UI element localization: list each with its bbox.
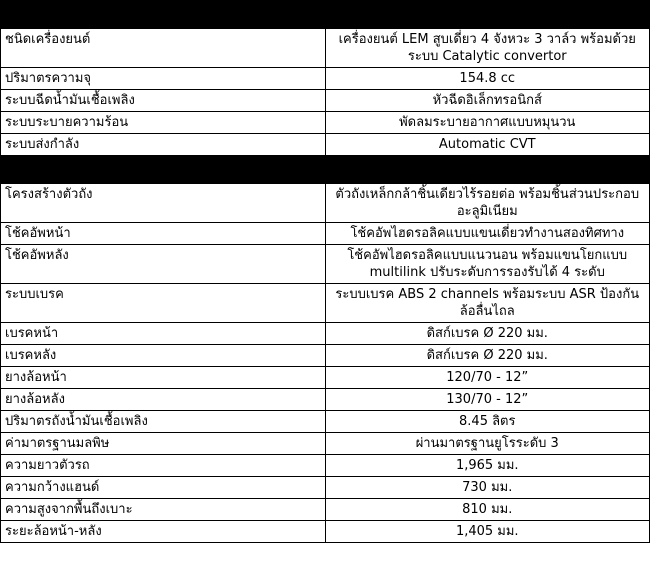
spec-row-seat-height xyxy=(1,499,650,521)
spec-label: ปริมาตรถังน้ำมันเชื้อเพลิง xyxy=(1,411,326,433)
spec-row-fuel-injection xyxy=(1,90,650,112)
spec-value: 730 มม. xyxy=(325,477,650,499)
spec-label: โช้คอัพหน้า xyxy=(1,223,326,245)
spec-value: 8.45 ลิตร xyxy=(325,411,650,433)
spec-value: 120/70 - 12” xyxy=(325,367,650,389)
spec-row-brake-system xyxy=(1,284,650,323)
spec-label: เบรคหลัง xyxy=(1,345,326,367)
spec-value: Automatic CVT xyxy=(325,134,650,156)
spec-value: ดิสก์เบรค Ø 220 มม. xyxy=(325,345,650,367)
spec-value: ตัวถังเหล็กกล้าชิ้นเดียวไร้รอยต่อ พร้อมชิ้นส่วนประกอบอะลูมิเนียม xyxy=(325,184,650,223)
spec-row-frame xyxy=(1,184,650,223)
spec-label: ยางล้อหลัง xyxy=(1,389,326,411)
spec-value: 810 มม. xyxy=(325,499,650,521)
spec-row-engine-type xyxy=(1,29,650,68)
spec-label: ชนิดเครื่องยนต์ xyxy=(1,29,326,68)
spec-value: 154.8 cc xyxy=(325,68,650,90)
spec-label: ความกว้างแฮนด์ xyxy=(1,477,326,499)
section-header-band-chassis xyxy=(1,156,650,184)
spec-row-front-suspension xyxy=(1,223,650,245)
spec-value: ดิสก์เบรค Ø 220 มม. xyxy=(325,323,650,345)
spec-value: ระบบเบรค ABS 2 channels พร้อมระบบ ASR ป้องกันล้อลื่นไถล xyxy=(325,284,650,323)
spec-row-handlebar-width xyxy=(1,477,650,499)
spec-label: ความยาวตัวรถ xyxy=(1,455,326,477)
section-header-band-engine xyxy=(1,1,650,29)
spec-label: โครงสร้างตัวถัง xyxy=(1,184,326,223)
spec-label: ระบบฉีดน้ำมันเชื้อเพลิง xyxy=(1,90,326,112)
spec-row-length xyxy=(1,455,650,477)
spec-value: พัดลมระบายอากาศแบบหมุนวน xyxy=(325,112,650,134)
spec-row-fuel-tank xyxy=(1,411,650,433)
spec-value: โช้คอัพไฮดรอลิคแบบแขนเดี่ยวทำงานสองทิศทาง xyxy=(325,223,650,245)
spec-row-front-brake xyxy=(1,323,650,345)
spec-label: ปริมาตรความจุ xyxy=(1,68,326,90)
spec-value: 130/70 - 12” xyxy=(325,389,650,411)
spec-value: 1,965 มม. xyxy=(325,455,650,477)
spec-value: โช้คอัพไฮดรอลิคแบบแนวนอน พร้อมแขนโยกแบบ multilink ปรับระดับการรองรับได้ 4 ระดับ xyxy=(325,245,650,284)
spec-row-displacement xyxy=(1,68,650,90)
spec-row-transmission xyxy=(1,134,650,156)
spec-label: ระบบส่งกำลัง xyxy=(1,134,326,156)
spec-row-emission xyxy=(1,433,650,455)
spec-row-cooling xyxy=(1,112,650,134)
spec-label: ระบบเบรค xyxy=(1,284,326,323)
spec-row-rear-brake xyxy=(1,345,650,367)
spec-label: เบรคหน้า xyxy=(1,323,326,345)
spec-value: 1,405 มม. xyxy=(325,521,650,543)
spec-value: เครื่องยนต์ LEM สูบเดี่ยว 4 จังหวะ 3 วาล์ว พร้อมด้วยระบบ Catalytic convertor xyxy=(325,29,650,68)
spec-value: หัวฉีดอิเล็กทรอนิกส์ xyxy=(325,90,650,112)
spec-row-front-tire xyxy=(1,367,650,389)
spec-row-wheelbase xyxy=(1,521,650,543)
spec-row-rear-suspension xyxy=(1,245,650,284)
spec-value: ผ่านมาตรฐานยูโรระดับ 3 xyxy=(325,433,650,455)
spec-label: ระยะล้อหน้า-หลัง xyxy=(1,521,326,543)
spec-label: ยางล้อหน้า xyxy=(1,367,326,389)
spec-row-rear-tire xyxy=(1,389,650,411)
spec-label: โช้คอัพหลัง xyxy=(1,245,326,284)
spec-label: ค่ามาตรฐานมลพิษ xyxy=(1,433,326,455)
spec-label: ความสูงจากพื้นถึงเบาะ xyxy=(1,499,326,521)
spec-label: ระบบระบายความร้อน xyxy=(1,112,326,134)
